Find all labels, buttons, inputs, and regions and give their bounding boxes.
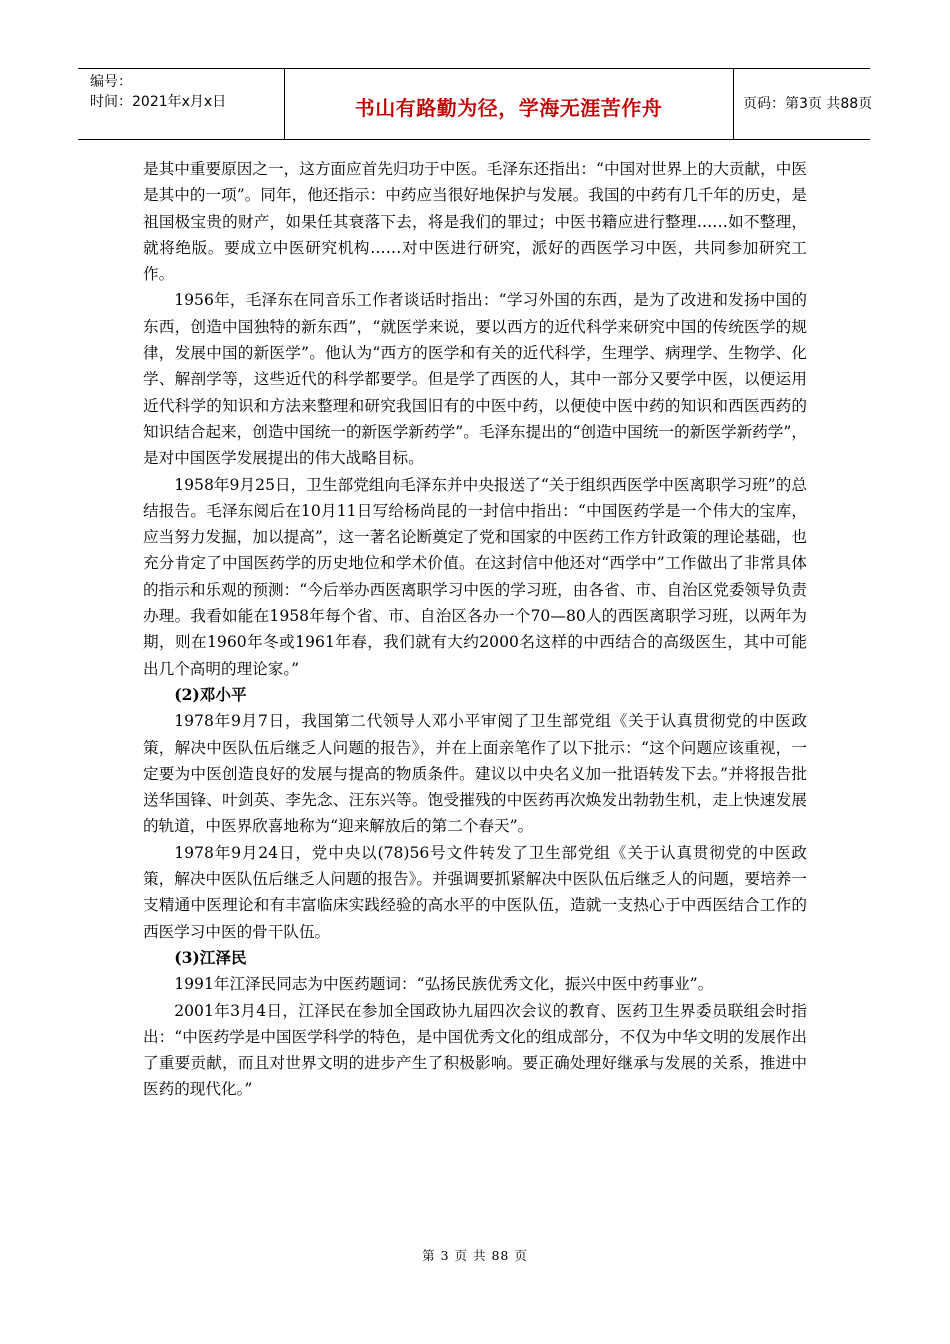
header-page-cell bbox=[735, 69, 873, 139]
paragraph-1: 是其中重要原因之一，这方面应首先归功于中医。毛泽东还指出：“中国对世界上的大贡献，中医是其中的一项”。同年，他还指示：中药应当很好地保护与发展。我国的中药有几千年的历史，是祖国极宝贵的财产，如果任其衰落下去，将是我们的罪过；中医书籍应进行整理……如不整理，就将绝版。要成立中医研究机构……对中医进行研究，派好的西医学习中医，共同参加研究工作。 bbox=[143, 160, 807, 284]
paragraph-2: 1956年，毛泽东在同音乐工作者谈话时指出：“学习外国的东西，是为了改进和发扬中国的东西，创造中国独特的新东西”，“就医学来说，要以西方的近代科学来研究中国的传统医学的规律，发展中国的新医学”。他认为“西方的医学和有关的近代科学，生理学、病理学、生物学、化学、解剖学等，这些近代的科学都要学。但是学了西医的人，其中一部分又要学中医，以便运用近代科学的知识和方法来整理和研究我国旧有的中医中药，以便使中医中药的知识和西医西药的知识结合起来，创造中国统一的新医学新药学”。毛泽东提出的“创造中国统一的新医学新药学”，是对中国医学发展提出的伟大战略目标。 bbox=[143, 291, 807, 468]
page-footer: 第 3 页 共 88 页 bbox=[422, 1248, 528, 1263]
section-heading-deng: (2)邓小平 bbox=[174, 684, 247, 704]
paragraph-3: 1958年9月25日，卫生部党组向毛泽东并中央报送了“关于组织西医学中医离职学习班”的总结报告。毛泽东阅后在10月11日写给杨尚昆的一封信中指出：“中国医药学是一个伟大的宝库，应当努力发掘，加以提高”，这一著名论断奠定了党和国家的中医药工作方针政策的理论基础，也充分肯定了中国医药学的历史地位和学术价值。在这封信中他还对“西学中”工作做出了非常具体的指示和乐观的预测：“今后举办西医离职学习中医的学习班，由各省、市、自治区党委领导负责办理。我看如能在1958年每个省、市、自治区各办一个70—80人的西医离职学习班，以两年为期，则在1960年冬或1961年春，我们就有大约2000名这样的中西结合的高级医生，其中可能出几个高明的理论家。” bbox=[143, 475, 807, 678]
page-header bbox=[78, 68, 873, 140]
page-info: 页码：第3页 共88页 bbox=[743, 96, 873, 112]
time-label: 时间：2021年x月x日 bbox=[90, 94, 227, 110]
paragraph-4: 1978年9月7日，我国第二代领导人邓小平审阅了卫生部党组《关于认真贯彻党的中医政策，解决中医队伍后继乏人问题的报告》，并在上面亲笔作了以下批示：“这个问题应该重视，一定要为中医创造良好的发展与提高的物质条件。建议以中央名义加一批语转发下去。”并将报告批送华国锋、叶剑英、李先念、汪东兴等。饱受摧残的中医药再次焕发出勃勃生机，走上快速发展的轨道，中医界欣喜地称为“迎来解放后的第二个春天”。 bbox=[143, 712, 807, 836]
motto-text: 书山有路勤为径，学海无涯苦作舟 bbox=[354, 96, 663, 120]
header-meta-cell bbox=[78, 69, 285, 139]
paragraph-5: 1978年9月24日，党中央以(78)56号文件转发了卫生部党组《关于认真贯彻党的中医政策，解决中医队伍后继乏人问题的报告》。并强调要抓紧解决中医队伍后继乏人的问题，要培养一支精通中医理论和有丰富临床实践经验的高水平的中医队伍，造就一支热心于中西医结合工作的西医学习中医的骨干队伍。 bbox=[143, 843, 807, 941]
section-heading-jiang: (3)江泽民 bbox=[174, 947, 247, 967]
header-motto-cell bbox=[284, 69, 734, 139]
document-body bbox=[143, 156, 807, 1103]
paragraph-6: 1991年江泽民同志为中医药题词：“弘扬民族优秀文化，振兴中医中药事业”。 bbox=[174, 975, 714, 994]
paragraph-7: 2001年3月4日，江泽民在参加全国政协九届四次会议的教育、医药卫生界委员联组会时指出：“中医药学是中国医学科学的特色，是中国优秀文化的组成部分，不仅为中华文明的发展作出了重要贡献，而且对世界文明的进步产生了积极影响。要正确处理好继承与发展的关系，推进中医药的现代化。” bbox=[143, 1001, 807, 1099]
number-label: 编号： bbox=[90, 74, 132, 90]
